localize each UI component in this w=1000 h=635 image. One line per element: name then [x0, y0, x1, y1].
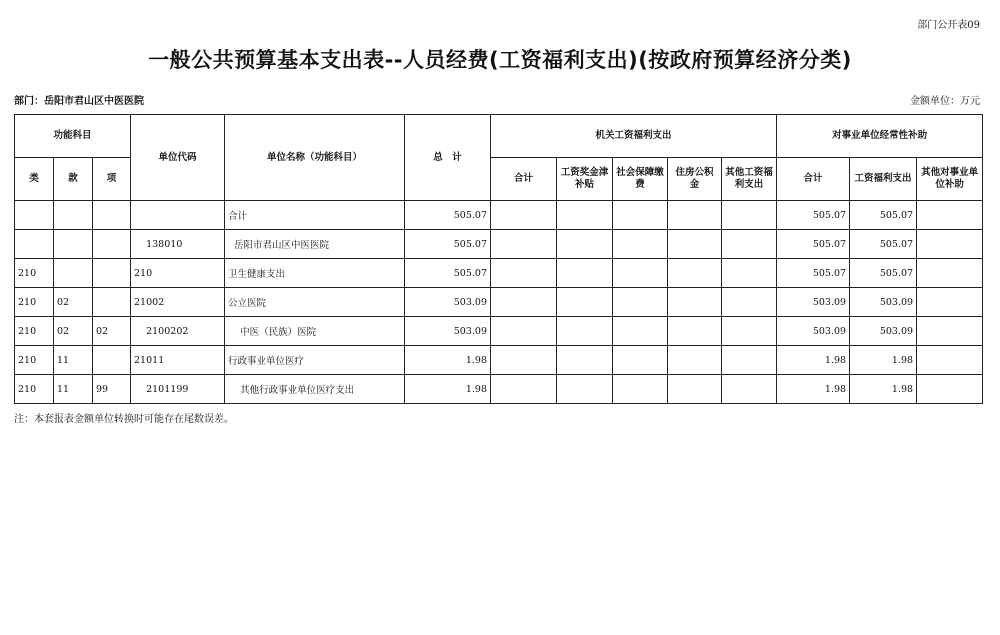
cell-sub-total: 505.07 — [777, 201, 850, 230]
form-number: 部门公开表09 — [917, 20, 980, 31]
cell-org-housing — [668, 230, 722, 259]
header-org-group: 机关工资福利支出 — [491, 115, 777, 158]
table-row — [15, 259, 983, 288]
cell-org-other — [722, 201, 777, 230]
cell-unit-name: 合计 — [225, 201, 405, 230]
cell-total: 505.07 — [405, 230, 491, 259]
cell-unit-name: 中医（民族）医院 — [225, 317, 405, 346]
cell-org-social — [613, 259, 668, 288]
cell-org-wage — [557, 288, 613, 317]
cell-total: 503.09 — [405, 288, 491, 317]
cell-total: 1.98 — [405, 346, 491, 375]
cell-unit-code: 21002 — [131, 288, 225, 317]
header-xiang: 项 — [93, 158, 131, 201]
cell-org-total — [491, 230, 557, 259]
header-unit-name: 单位名称（功能科目） — [225, 115, 405, 201]
cell-sub-other — [917, 201, 983, 230]
cell-sub-other — [917, 346, 983, 375]
cell-unit-code: 2101199 — [131, 375, 225, 404]
cell-org-social — [613, 375, 668, 404]
cell-unit-code — [131, 201, 225, 230]
cell-unit-code: 21011 — [131, 346, 225, 375]
cell-xiang: 02 — [93, 317, 131, 346]
cell-kuan: 02 — [54, 288, 93, 317]
budget-table — [14, 114, 983, 404]
cell-sub-wage: 503.09 — [850, 317, 917, 346]
cell-org-wage — [557, 201, 613, 230]
cell-kuan: 11 — [54, 346, 93, 375]
cell-org-total — [491, 346, 557, 375]
cell-kuan: 11 — [54, 375, 93, 404]
table-row — [15, 201, 983, 230]
cell-sub-other — [917, 288, 983, 317]
cell-org-total — [491, 317, 557, 346]
cell-lei: 210 — [15, 375, 54, 404]
cell-org-other — [722, 288, 777, 317]
cell-org-total — [491, 288, 557, 317]
cell-org-total — [491, 259, 557, 288]
cell-unit-name: 行政事业单位医疗 — [225, 346, 405, 375]
cell-total: 505.07 — [405, 201, 491, 230]
table-row — [15, 288, 983, 317]
table-row — [15, 317, 983, 346]
cell-org-housing — [668, 375, 722, 404]
cell-org-housing — [668, 317, 722, 346]
header-kuan: 款 — [54, 158, 93, 201]
cell-total: 505.07 — [405, 259, 491, 288]
cell-org-other — [722, 346, 777, 375]
cell-sub-wage: 505.07 — [850, 259, 917, 288]
cell-org-housing — [668, 346, 722, 375]
cell-org-housing — [668, 259, 722, 288]
cell-kuan: 02 — [54, 317, 93, 346]
cell-unit-code: 138010 — [131, 230, 225, 259]
cell-sub-other — [917, 259, 983, 288]
table-row — [15, 230, 983, 259]
cell-xiang — [93, 259, 131, 288]
cell-xiang — [93, 346, 131, 375]
cell-org-wage — [557, 317, 613, 346]
table-row — [15, 375, 983, 404]
header-org-social: 社会保障缴费 — [613, 158, 668, 201]
cell-lei — [15, 230, 54, 259]
cell-sub-total: 1.98 — [777, 346, 850, 375]
cell-sub-total: 1.98 — [777, 375, 850, 404]
header-sub-wage: 工资福利支出 — [850, 158, 917, 201]
cell-xiang — [93, 288, 131, 317]
cell-xiang — [93, 201, 131, 230]
cell-sub-wage: 1.98 — [850, 375, 917, 404]
cell-total: 503.09 — [405, 317, 491, 346]
cell-sub-total: 505.07 — [777, 230, 850, 259]
cell-lei — [15, 201, 54, 230]
cell-sub-wage: 505.07 — [850, 230, 917, 259]
cell-kuan — [54, 259, 93, 288]
footnote: 注：本套报表金额单位转换时可能存在尾数误差。 — [14, 414, 234, 425]
cell-org-total — [491, 375, 557, 404]
cell-org-other — [722, 375, 777, 404]
cell-lei: 210 — [15, 259, 54, 288]
amount-unit-label: 金额单位：万元 — [910, 96, 980, 107]
cell-sub-wage: 505.07 — [850, 201, 917, 230]
cell-unit-name: 卫生健康支出 — [225, 259, 405, 288]
cell-sub-wage: 503.09 — [850, 288, 917, 317]
header-org-wage: 工资奖金津补贴 — [557, 158, 613, 201]
cell-org-housing — [668, 201, 722, 230]
header-sub-group: 对事业单位经常性补助 — [777, 115, 983, 158]
header-org-other: 其他工资福利支出 — [722, 158, 777, 201]
cell-sub-other — [917, 230, 983, 259]
cell-sub-total: 503.09 — [777, 317, 850, 346]
header-total: 总 计 — [405, 115, 491, 201]
cell-unit-name: 岳阳市君山区中医医院 — [225, 230, 405, 259]
cell-lei: 210 — [15, 317, 54, 346]
cell-org-social — [613, 346, 668, 375]
cell-total: 1.98 — [405, 375, 491, 404]
cell-kuan — [54, 230, 93, 259]
cell-org-social — [613, 230, 668, 259]
cell-org-social — [613, 317, 668, 346]
department-label: 部门：岳阳市君山区中医医院 — [14, 96, 144, 107]
cell-unit-code: 210 — [131, 259, 225, 288]
header-sub-other: 其他对事业单位补助 — [917, 158, 983, 201]
header-sub-total: 合计 — [777, 158, 850, 201]
header-unit-code: 单位代码 — [131, 115, 225, 201]
cell-unit-name: 其他行政事业单位医疗支出 — [225, 375, 405, 404]
cell-org-other — [722, 259, 777, 288]
header-func-subject: 功能科目 — [15, 115, 131, 158]
header-org-total: 合计 — [491, 158, 557, 201]
cell-org-wage — [557, 230, 613, 259]
cell-org-social — [613, 288, 668, 317]
table-row — [15, 346, 983, 375]
cell-kuan — [54, 201, 93, 230]
cell-unit-name: 公立医院 — [225, 288, 405, 317]
cell-sub-other — [917, 375, 983, 404]
cell-org-social — [613, 201, 668, 230]
cell-lei: 210 — [15, 346, 54, 375]
cell-xiang — [93, 230, 131, 259]
cell-unit-code: 2100202 — [131, 317, 225, 346]
cell-org-wage — [557, 259, 613, 288]
cell-lei: 210 — [15, 288, 54, 317]
cell-sub-total: 503.09 — [777, 288, 850, 317]
header-org-housing: 住房公积金 — [668, 158, 722, 201]
cell-org-total — [491, 201, 557, 230]
cell-org-wage — [557, 346, 613, 375]
cell-sub-wage: 1.98 — [850, 346, 917, 375]
cell-xiang: 99 — [93, 375, 131, 404]
cell-org-housing — [668, 288, 722, 317]
page-title: 一般公共预算基本支出表--人员经费(工资福利支出)(按政府预算经济分类) — [148, 48, 852, 72]
cell-sub-other — [917, 317, 983, 346]
cell-org-other — [722, 230, 777, 259]
cell-org-wage — [557, 375, 613, 404]
cell-org-other — [722, 317, 777, 346]
cell-sub-total: 505.07 — [777, 259, 850, 288]
header-lei: 类 — [15, 158, 54, 201]
